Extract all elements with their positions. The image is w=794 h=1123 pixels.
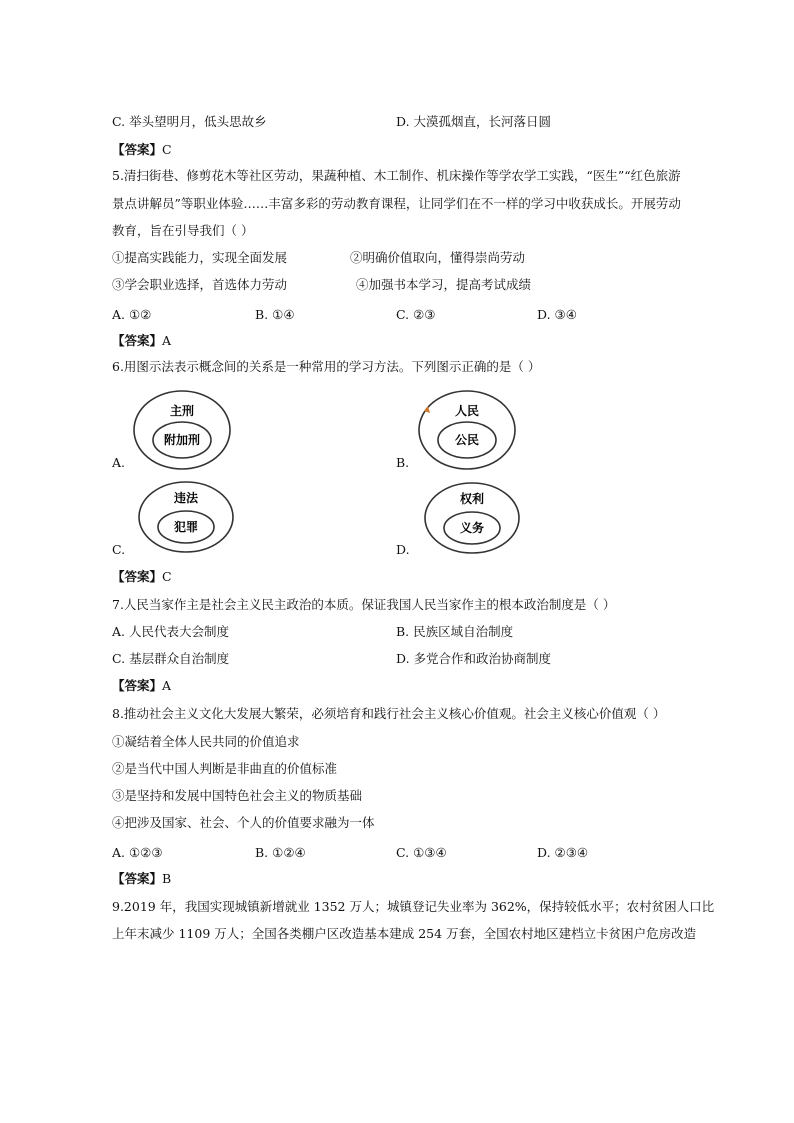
q6-diagram-c bbox=[136, 480, 236, 558]
answer-label: 【答案】 bbox=[112, 678, 163, 693]
q4-option-d: D. 大漠孤烟直，长河落日圆 bbox=[396, 114, 552, 129]
q5-option-a: A. ①② bbox=[112, 307, 152, 322]
q6-stem: 6.用图示法表示概念间的关系是一种常用的学习方法。下列图示正确的是（ ） bbox=[112, 359, 541, 374]
q6-diagram-b bbox=[417, 389, 517, 475]
q5-answer bbox=[112, 332, 171, 350]
q8-option-d: D. ②③④ bbox=[537, 845, 589, 860]
answer-value: A bbox=[162, 678, 172, 693]
q8-statement-4: ④把涉及国家、社会、个人的价值要求融为一体 bbox=[112, 815, 375, 830]
q6-diagram-d bbox=[422, 481, 522, 559]
q7-option-a: A. 人民代表大会制度 bbox=[112, 624, 229, 639]
q8-statement-2: ②是当代中国人判断是非曲直的价值标准 bbox=[112, 761, 338, 776]
answer-label: 【答案】 bbox=[112, 142, 163, 157]
outer-label: 人民 bbox=[454, 404, 480, 418]
q5-statement-2: ②明确价值取向，懂得崇尚劳动 bbox=[350, 250, 526, 265]
inner-label: 犯罪 bbox=[173, 520, 199, 534]
q7-option-b: B. 民族区域自治制度 bbox=[396, 624, 514, 639]
q6-answer bbox=[112, 568, 172, 586]
inner-label: 义务 bbox=[459, 521, 485, 535]
q8-option-a: A. ①②③ bbox=[112, 845, 163, 860]
q5-statement-1: ①提高实践能力，实现全面发展 bbox=[112, 250, 288, 265]
q4-answer bbox=[112, 141, 172, 159]
answer-label: 【答案】 bbox=[112, 569, 163, 584]
q5-option-b: B. ①④ bbox=[255, 307, 295, 322]
q5-stem-line1: 5.清扫街巷、修剪花木等社区劳动，果蔬种植、木工制作、机床操作等学农学工实践，“医生”“红色旅游 bbox=[112, 168, 681, 183]
q7-option-c: C. 基层群众自治制度 bbox=[112, 651, 230, 666]
outer-label: 权利 bbox=[459, 492, 485, 506]
answer-value: B bbox=[162, 871, 172, 886]
q8-statement-3: ③是坚持和发展中国特色社会主义的物质基础 bbox=[112, 788, 363, 803]
q6-option-c-label: C. bbox=[112, 542, 126, 557]
q5-statement-4: ④加强书本学习，提高考试成绩 bbox=[356, 277, 532, 292]
q6-option-b-label: B. bbox=[396, 455, 410, 470]
q8-statement-1: ①凝结着全体人民共同的价值追求 bbox=[112, 734, 300, 749]
q5-stem-line2: 景点讲解员”等职业体验……丰富多彩的劳动教育课程，让同学们在不一样的学习中收获成长。开展劳动 bbox=[112, 196, 681, 211]
outer-label: 违法 bbox=[173, 491, 199, 505]
q4-option-c: C. 举头望明月，低头思故乡 bbox=[112, 114, 267, 129]
q7-answer bbox=[112, 677, 171, 695]
q5-option-d: D. ③④ bbox=[537, 307, 577, 322]
q5-statement-3: ③学会职业选择，首选体力劳动 bbox=[112, 277, 288, 292]
q9-stem-line1: 9.2019 年，我国实现城镇新增就业 1352 万人；城镇登记失业率为 362%，保持较低水平；农村贫困人口比 bbox=[112, 899, 715, 914]
answer-value: C bbox=[162, 569, 172, 584]
q5-stem-line3: 教育，旨在引导我们（ ） bbox=[112, 223, 254, 238]
q8-stem: 8.推动社会主义文化大发展大繁荣，必须培育和践行社会主义核心价值观。社会主义核心价值观（ ） bbox=[112, 706, 666, 721]
q7-option-d: D. 多党合作和政治协商制度 bbox=[396, 651, 552, 666]
q8-option-b: B. ①②④ bbox=[255, 845, 306, 860]
answer-label: 【答案】 bbox=[112, 871, 163, 886]
inner-label: 公民 bbox=[454, 433, 480, 447]
answer-value: C bbox=[162, 142, 172, 157]
q8-option-c: C. ①③④ bbox=[396, 845, 447, 860]
q6-option-a-label: A. bbox=[112, 455, 126, 470]
inner-label: 附加刑 bbox=[163, 433, 201, 447]
q9-stem-line2: 上年末减少 1109 万人；全国各类棚户区改造基本建成 254 万套，全国农村地区建档立卡贫困户危房改造 bbox=[112, 926, 697, 941]
outer-label: 主刑 bbox=[169, 404, 195, 418]
q5-option-c: C. ②③ bbox=[396, 307, 436, 322]
answer-value: A bbox=[162, 333, 172, 348]
q6-option-d-label: D. bbox=[396, 542, 410, 557]
answer-label: 【答案】 bbox=[112, 333, 163, 348]
q8-answer bbox=[112, 870, 171, 888]
q6-diagram-a bbox=[132, 389, 232, 475]
q7-stem: 7.人民当家作主是社会主义民主政治的本质。保证我国人民当家作主的根本政治制度是（ ） bbox=[112, 597, 616, 612]
